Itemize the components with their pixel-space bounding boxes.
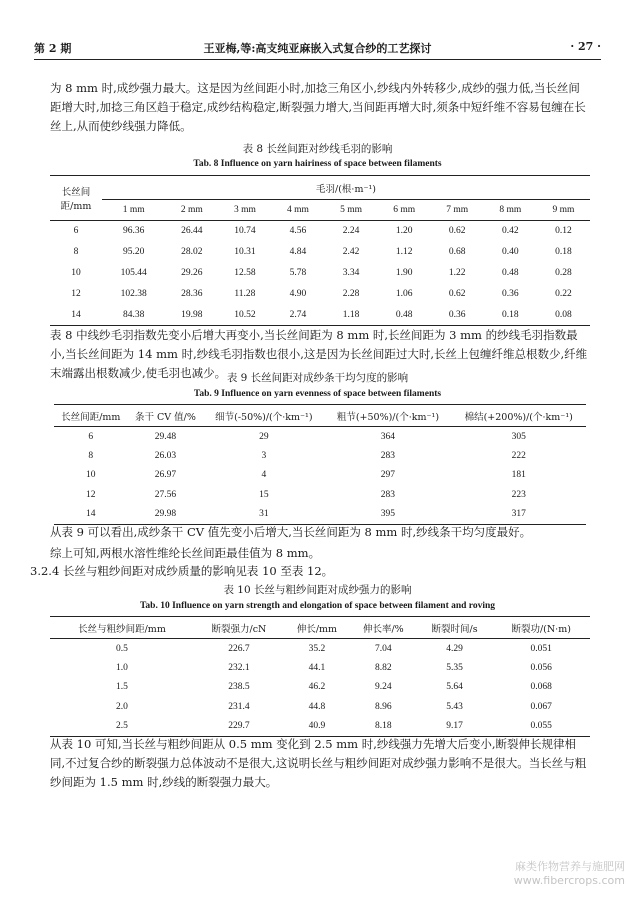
table-cell: 5.64 bbox=[446, 682, 463, 693]
table-cell: 5.35 bbox=[446, 662, 463, 673]
watermark bbox=[514, 858, 625, 887]
table-subheader: 2 mm bbox=[165, 200, 218, 221]
table-cell: 2.5 bbox=[50, 717, 194, 737]
table-cell: 0.28 bbox=[555, 268, 572, 278]
table-cell: 1.22 bbox=[448, 268, 466, 278]
table-cell: 95.20 bbox=[122, 247, 145, 257]
table-cell: 11.28 bbox=[234, 289, 256, 299]
table-row bbox=[50, 284, 590, 305]
table-cell: 26.03 bbox=[154, 450, 177, 461]
table-cell: 12 bbox=[71, 289, 81, 299]
table-cell: 1.0 bbox=[116, 662, 128, 673]
body-paragraph: 从表 10 可知,当长丝与粗纱间距从 0.5 mm 变化到 2.5 mm 时,纱线强力先增大后变小,断裂伸长规律相同,不过复合纱的断裂强力总体波动不是很大,这说明长丝与粗纱间距对成纱强力影响不是很大。当长丝与粗纱间距为 1.5 mm 时,纱线的断裂强力最大。 bbox=[50, 737, 587, 789]
table-cell: 0.08 bbox=[537, 305, 590, 326]
table-cell: 3.34 bbox=[342, 268, 360, 278]
table-cell: 4.56 bbox=[289, 226, 307, 237]
table-8-caption: 表 8 长丝间距对纱线毛羽的影响 bbox=[242, 143, 393, 155]
table-cell: 364 bbox=[380, 431, 396, 442]
table-10-caption: 表 10 长丝与粗纱间距对成纱强力的影响 bbox=[223, 584, 412, 596]
table-header: 长丝与粗纱间距/mm bbox=[50, 617, 194, 639]
table-row bbox=[50, 697, 590, 717]
watermark-name: 麻类作物营养与施肥网 bbox=[515, 860, 625, 873]
table-cell: 10.52 bbox=[218, 305, 271, 326]
table-subheader: 4 mm bbox=[271, 200, 324, 221]
body-paragraph: 从表 9 可以看出,成纱条干 CV 值先变小后增大,当长丝间距为 8 mm 时,纱线条干均匀度最好。 bbox=[50, 525, 532, 539]
page-number: · 27 · bbox=[570, 40, 601, 53]
table-cell: 44.1 bbox=[308, 662, 326, 673]
table-cell: 19.98 bbox=[165, 305, 218, 326]
table-cell: 31 bbox=[203, 505, 324, 525]
table-cell: 2.42 bbox=[342, 247, 360, 257]
table-cell: 5.43 bbox=[446, 701, 463, 712]
table-header: 棉结(+200%)/(个·km⁻¹) bbox=[451, 405, 586, 427]
table-header: 毛羽/(根·m⁻¹) bbox=[102, 176, 590, 200]
table-cell: 4.84 bbox=[289, 247, 307, 257]
table-row bbox=[50, 221, 590, 242]
table-cell: 9.17 bbox=[417, 717, 493, 737]
table-cell: 4.29 bbox=[446, 643, 463, 654]
table-row bbox=[50, 263, 590, 284]
table-row bbox=[50, 678, 590, 698]
table-cell: 0.36 bbox=[501, 289, 519, 299]
table-cell: 305 bbox=[511, 431, 526, 442]
table-cell: 226.7 bbox=[228, 643, 250, 654]
table-8 bbox=[50, 175, 590, 326]
table-cell: 0.12 bbox=[555, 226, 572, 237]
table-cell: 1.20 bbox=[395, 226, 413, 237]
table-cell: 2.0 bbox=[116, 701, 128, 712]
table-cell: 231.4 bbox=[228, 701, 250, 712]
table-cell: 15 bbox=[259, 489, 269, 500]
table-row bbox=[54, 466, 586, 486]
table-cell: 222 bbox=[511, 450, 526, 461]
table-header: 伸长率/% bbox=[350, 617, 417, 639]
table-row bbox=[50, 717, 590, 737]
table-row bbox=[50, 658, 590, 678]
table-cell: 4 bbox=[261, 470, 267, 481]
running-header bbox=[34, 40, 601, 56]
table-cell: 40.9 bbox=[284, 717, 350, 737]
table-cell: 317 bbox=[451, 505, 586, 525]
table-cell: 12 bbox=[86, 489, 96, 500]
table-cell: 1.90 bbox=[395, 268, 413, 278]
table-cell: 0.18 bbox=[555, 247, 572, 257]
table-row bbox=[50, 242, 590, 263]
table-subheader: 6 mm bbox=[378, 200, 431, 221]
table-subheader: 5 mm bbox=[325, 200, 378, 221]
table-cell: 5.78 bbox=[289, 268, 307, 278]
table-header: 断裂时间/s bbox=[417, 617, 493, 639]
table-cell: 29 bbox=[259, 431, 269, 442]
table-subheader: 9 mm bbox=[537, 200, 590, 221]
table-cell: 29.26 bbox=[181, 268, 203, 278]
body-paragraph: 为 8 mm 时,成纱强力最大。这是因为丝间距小时,加捻三角区小,纱线内外转移少,成纱的强力低,当长丝间距增大时,加捻三角区趋于稳定,成纱结构稳定,断裂强力增大,当间距再增大时,须条中短纤维不容易包缠在长丝上,从而使纱线强力降低。 bbox=[50, 81, 586, 133]
table-cell: 3 bbox=[261, 450, 267, 461]
table-cell: 0.62 bbox=[448, 226, 466, 237]
table-cell: 14 bbox=[50, 305, 102, 326]
table-cell: 105.44 bbox=[120, 268, 147, 278]
table-cell: 0.48 bbox=[501, 268, 519, 278]
table-cell: 28.36 bbox=[181, 289, 203, 299]
table-cell: 0.067 bbox=[530, 701, 552, 712]
table-9-caption: 表 9 长丝间距对成纱条干均匀度的影响 bbox=[226, 372, 409, 384]
table-cell: 0.056 bbox=[530, 662, 552, 673]
table-cell: 238.5 bbox=[228, 682, 250, 693]
table-cell: 0.5 bbox=[116, 643, 128, 654]
table-10 bbox=[50, 616, 590, 737]
table-cell: 6 bbox=[88, 431, 94, 442]
table-cell: 26.44 bbox=[181, 226, 203, 237]
table-cell: 102.38 bbox=[120, 289, 147, 299]
table-cell: 7.04 bbox=[375, 643, 392, 654]
body-paragraph: 综上可知,两根水溶性维纶长丝间距最佳值为 8 mm。 bbox=[50, 546, 321, 560]
table-header: 断裂功/(N·m) bbox=[492, 617, 590, 639]
table-cell: 0.051 bbox=[530, 643, 552, 654]
table-header: 粗节(+50%)/(个·km⁻¹) bbox=[324, 405, 451, 427]
table-cell: 8.82 bbox=[375, 662, 392, 673]
table-cell: 232.1 bbox=[228, 662, 250, 673]
table-cell: 0.36 bbox=[431, 305, 484, 326]
table-cell: 0.62 bbox=[448, 289, 466, 299]
table-header: 细节(-50%)/(个·km⁻¹) bbox=[203, 405, 324, 427]
table-row bbox=[54, 485, 586, 505]
table-cell: 0.22 bbox=[555, 289, 572, 299]
table-cell: 35.2 bbox=[308, 643, 326, 654]
table-cell: 283 bbox=[380, 489, 396, 500]
table-subheader: 3 mm bbox=[218, 200, 271, 221]
table-cell: 0.055 bbox=[492, 717, 590, 737]
table-cell: 0.18 bbox=[484, 305, 537, 326]
table-cell: 229.7 bbox=[194, 717, 284, 737]
table-cell: 0.48 bbox=[378, 305, 431, 326]
table-9 bbox=[54, 404, 586, 525]
table-cell: 1.5 bbox=[116, 682, 128, 693]
table-cell: 29.98 bbox=[128, 505, 204, 525]
table-10-caption-en: Tab. 10 Influence on yarn strength and elongation of space between filament and roving bbox=[139, 601, 496, 611]
table-header: 伸长/mm bbox=[284, 617, 350, 639]
table-cell: 181 bbox=[511, 470, 526, 481]
table-8-caption-en: Tab. 8 Influence on yarn hairiness of space between filaments bbox=[193, 159, 442, 169]
table-row bbox=[54, 427, 586, 447]
table-subheader: 1 mm bbox=[102, 200, 165, 221]
table-cell: 2.24 bbox=[342, 226, 360, 237]
table-cell: 223 bbox=[511, 489, 526, 500]
table-cell: 8.18 bbox=[350, 717, 417, 737]
table-header: 长丝间距/mm bbox=[54, 405, 128, 427]
table-cell: 2.74 bbox=[271, 305, 324, 326]
table-cell: 27.56 bbox=[154, 489, 177, 500]
table-subheader: 8 mm bbox=[484, 200, 537, 221]
table-cell: 14 bbox=[54, 505, 128, 525]
issue-number: 第 2 期 bbox=[34, 42, 72, 55]
table-cell: 84.38 bbox=[102, 305, 165, 326]
table-cell: 8.96 bbox=[375, 701, 392, 712]
section-heading: 3.2.4 长丝与粗纱间距对成纱质量的影响见表 10 至表 12。 bbox=[30, 564, 334, 578]
table-9-caption-en: Tab. 9 Influence on yarn evenness of space between filaments bbox=[193, 389, 442, 399]
table-cell: 6 bbox=[73, 226, 79, 237]
table-row bbox=[54, 446, 586, 466]
table-cell: 2.28 bbox=[342, 289, 360, 299]
table-cell: 283 bbox=[380, 450, 396, 461]
running-title: 王亚梅,等:高支纯亚麻嵌入式复合纱的工艺探讨 bbox=[203, 42, 432, 55]
table-cell: 26.97 bbox=[154, 470, 177, 481]
table-cell: 10.74 bbox=[234, 226, 256, 237]
table-cell: 8 bbox=[88, 450, 94, 461]
table-subheader: 7 mm bbox=[431, 200, 484, 221]
table-header: 长丝间距/mm bbox=[50, 176, 102, 221]
table-cell: 96.36 bbox=[122, 226, 145, 237]
table-row bbox=[54, 505, 586, 525]
table-cell: 10.31 bbox=[234, 247, 256, 257]
table-cell: 29.48 bbox=[154, 431, 177, 442]
table-cell: 0.42 bbox=[501, 226, 519, 237]
table-header: 断裂强力/cN bbox=[194, 617, 284, 639]
table-cell: 1.18 bbox=[325, 305, 378, 326]
table-cell: 4.90 bbox=[289, 289, 307, 299]
table-cell: 10 bbox=[86, 470, 96, 481]
table-cell: 46.2 bbox=[308, 682, 326, 693]
watermark-url: www.fibercrops.com bbox=[513, 874, 625, 887]
header-rule bbox=[34, 59, 601, 60]
table-cell: 0.68 bbox=[448, 247, 466, 257]
table-cell: 1.12 bbox=[395, 247, 413, 257]
table-cell: 8 bbox=[73, 247, 79, 257]
table-cell: 12.58 bbox=[234, 268, 256, 278]
body-paragraph: 表 8 中线纱毛羽指数先变小后增大再变小,当长丝间距为 8 mm 时,长丝间距为 3 mm 的纱线毛羽指数最小,当长丝间距为 14 mm 时,纱线毛羽指数也很小,这是因为长丝间距过大时,长丝上包缠纤维总根数少,纤维末端露出根数减少,使毛羽也减少。 bbox=[50, 328, 588, 380]
table-cell: 28.02 bbox=[181, 247, 203, 257]
table-row bbox=[50, 305, 590, 326]
table-row bbox=[50, 639, 590, 659]
table-cell: 0.40 bbox=[501, 247, 519, 257]
table-cell: 10 bbox=[71, 268, 81, 278]
table-cell: 9.24 bbox=[375, 682, 392, 693]
table-cell: 297 bbox=[380, 470, 396, 481]
table-cell: 44.8 bbox=[308, 701, 326, 712]
table-cell: 0.068 bbox=[530, 682, 552, 693]
table-header: 条干 CV 值/% bbox=[128, 405, 204, 427]
table-cell: 1.06 bbox=[395, 289, 413, 299]
table-cell: 395 bbox=[324, 505, 451, 525]
